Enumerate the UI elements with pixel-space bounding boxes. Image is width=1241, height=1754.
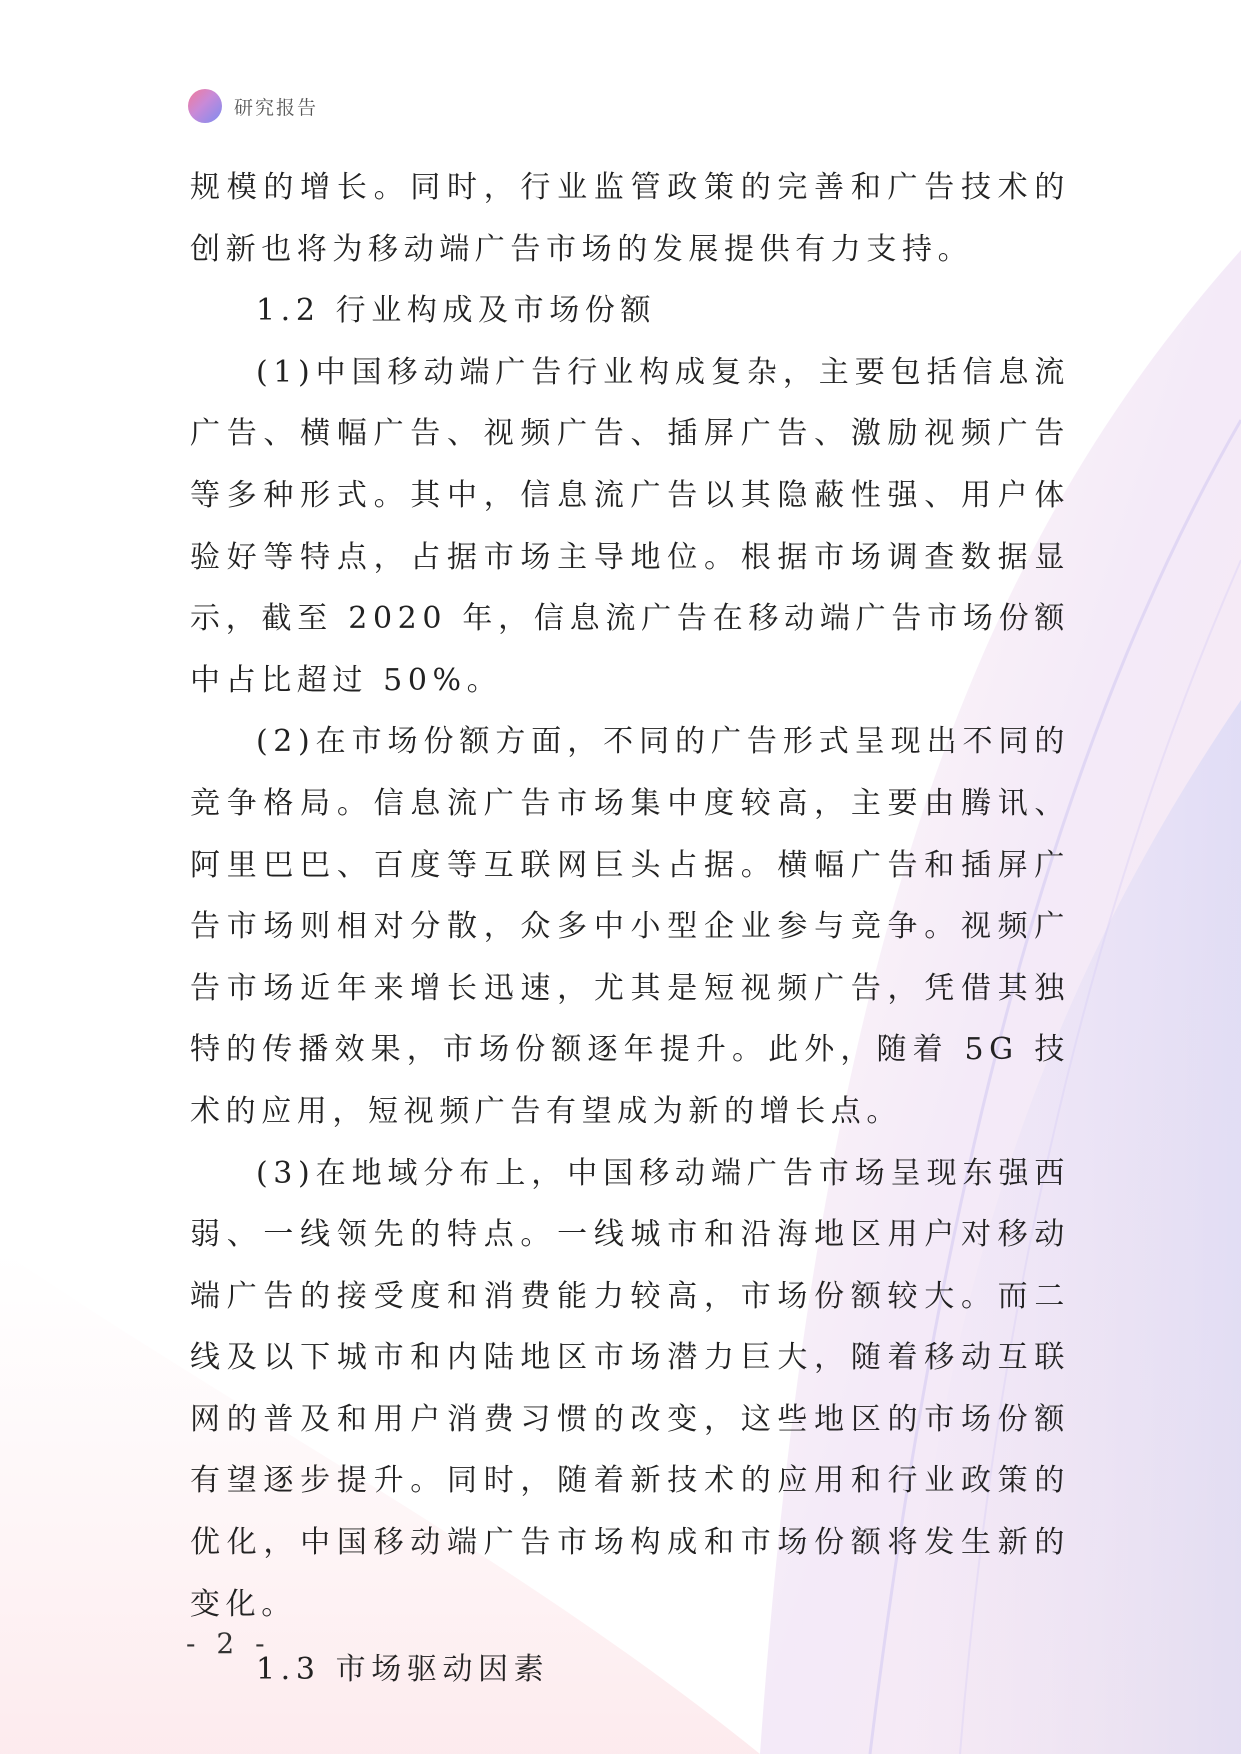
document-body — [190, 157, 1070, 1701]
paragraph-2: (2)在市场份额方面，不同的广告形式呈现出不同的竞争格局。信息流广告市场集中度较高，主要由腾讯、阿里巴巴、百度等互联网巨头占据。横幅广告和插屏广告市场则相对分散，众多中小型企业参与竞争。视频广告市场近年来增长迅速，尤其是短视频广告，凭借其独特的传播效果，市场份额逐年提升。此外，随着 5G 技术的应用，短视频广告有望成为新的增长点。 — [190, 724, 1070, 1129]
page-header — [188, 88, 318, 124]
header-title: 研究报告 — [234, 96, 319, 119]
page-number: - 2 - — [186, 1627, 271, 1660]
paragraph-1: (1)中国移动端广告行业构成复杂，主要包括信息流广告、横幅广告、视频广告、插屏广告、激励视频广告等多种形式。其中，信息流广告以其隐蔽性强、用户体验好等特点，占据市场主导地位。根据市场调查数据显示，截至 2020 年，信息流广告在移动端广告市场份额中占比超过 50%。 — [190, 354, 1070, 698]
paragraph-3: (3)在地域分布上，中国移动端广告市场呈现东强西弱、一线领先的特点。一线城市和沿海地区用户对移动端广告的接受度和消费能力较高，市场份额较大。而二线及以下城市和内陆地区市场潜力巨大，随着移动互联网的普及和用户消费习惯的改变，这些地区的市场份额有望逐步提升。同时，随着新技术的应用和行业政策的优化，中国移动端广告市场构成和市场份额将发生新的变化。 — [190, 1155, 1070, 1622]
section-heading-1-2: 1.2 行业构成及市场份额 — [256, 293, 657, 329]
section-heading-1-3: 1.3 市场驱动因素 — [256, 1652, 550, 1688]
logo-circle-icon — [188, 89, 222, 123]
paragraph-continuation: 规模的增长。同时，行业监管政策的完善和广告技术的创新也将为移动端广告市场的发展提供有力支持。 — [190, 170, 1070, 267]
